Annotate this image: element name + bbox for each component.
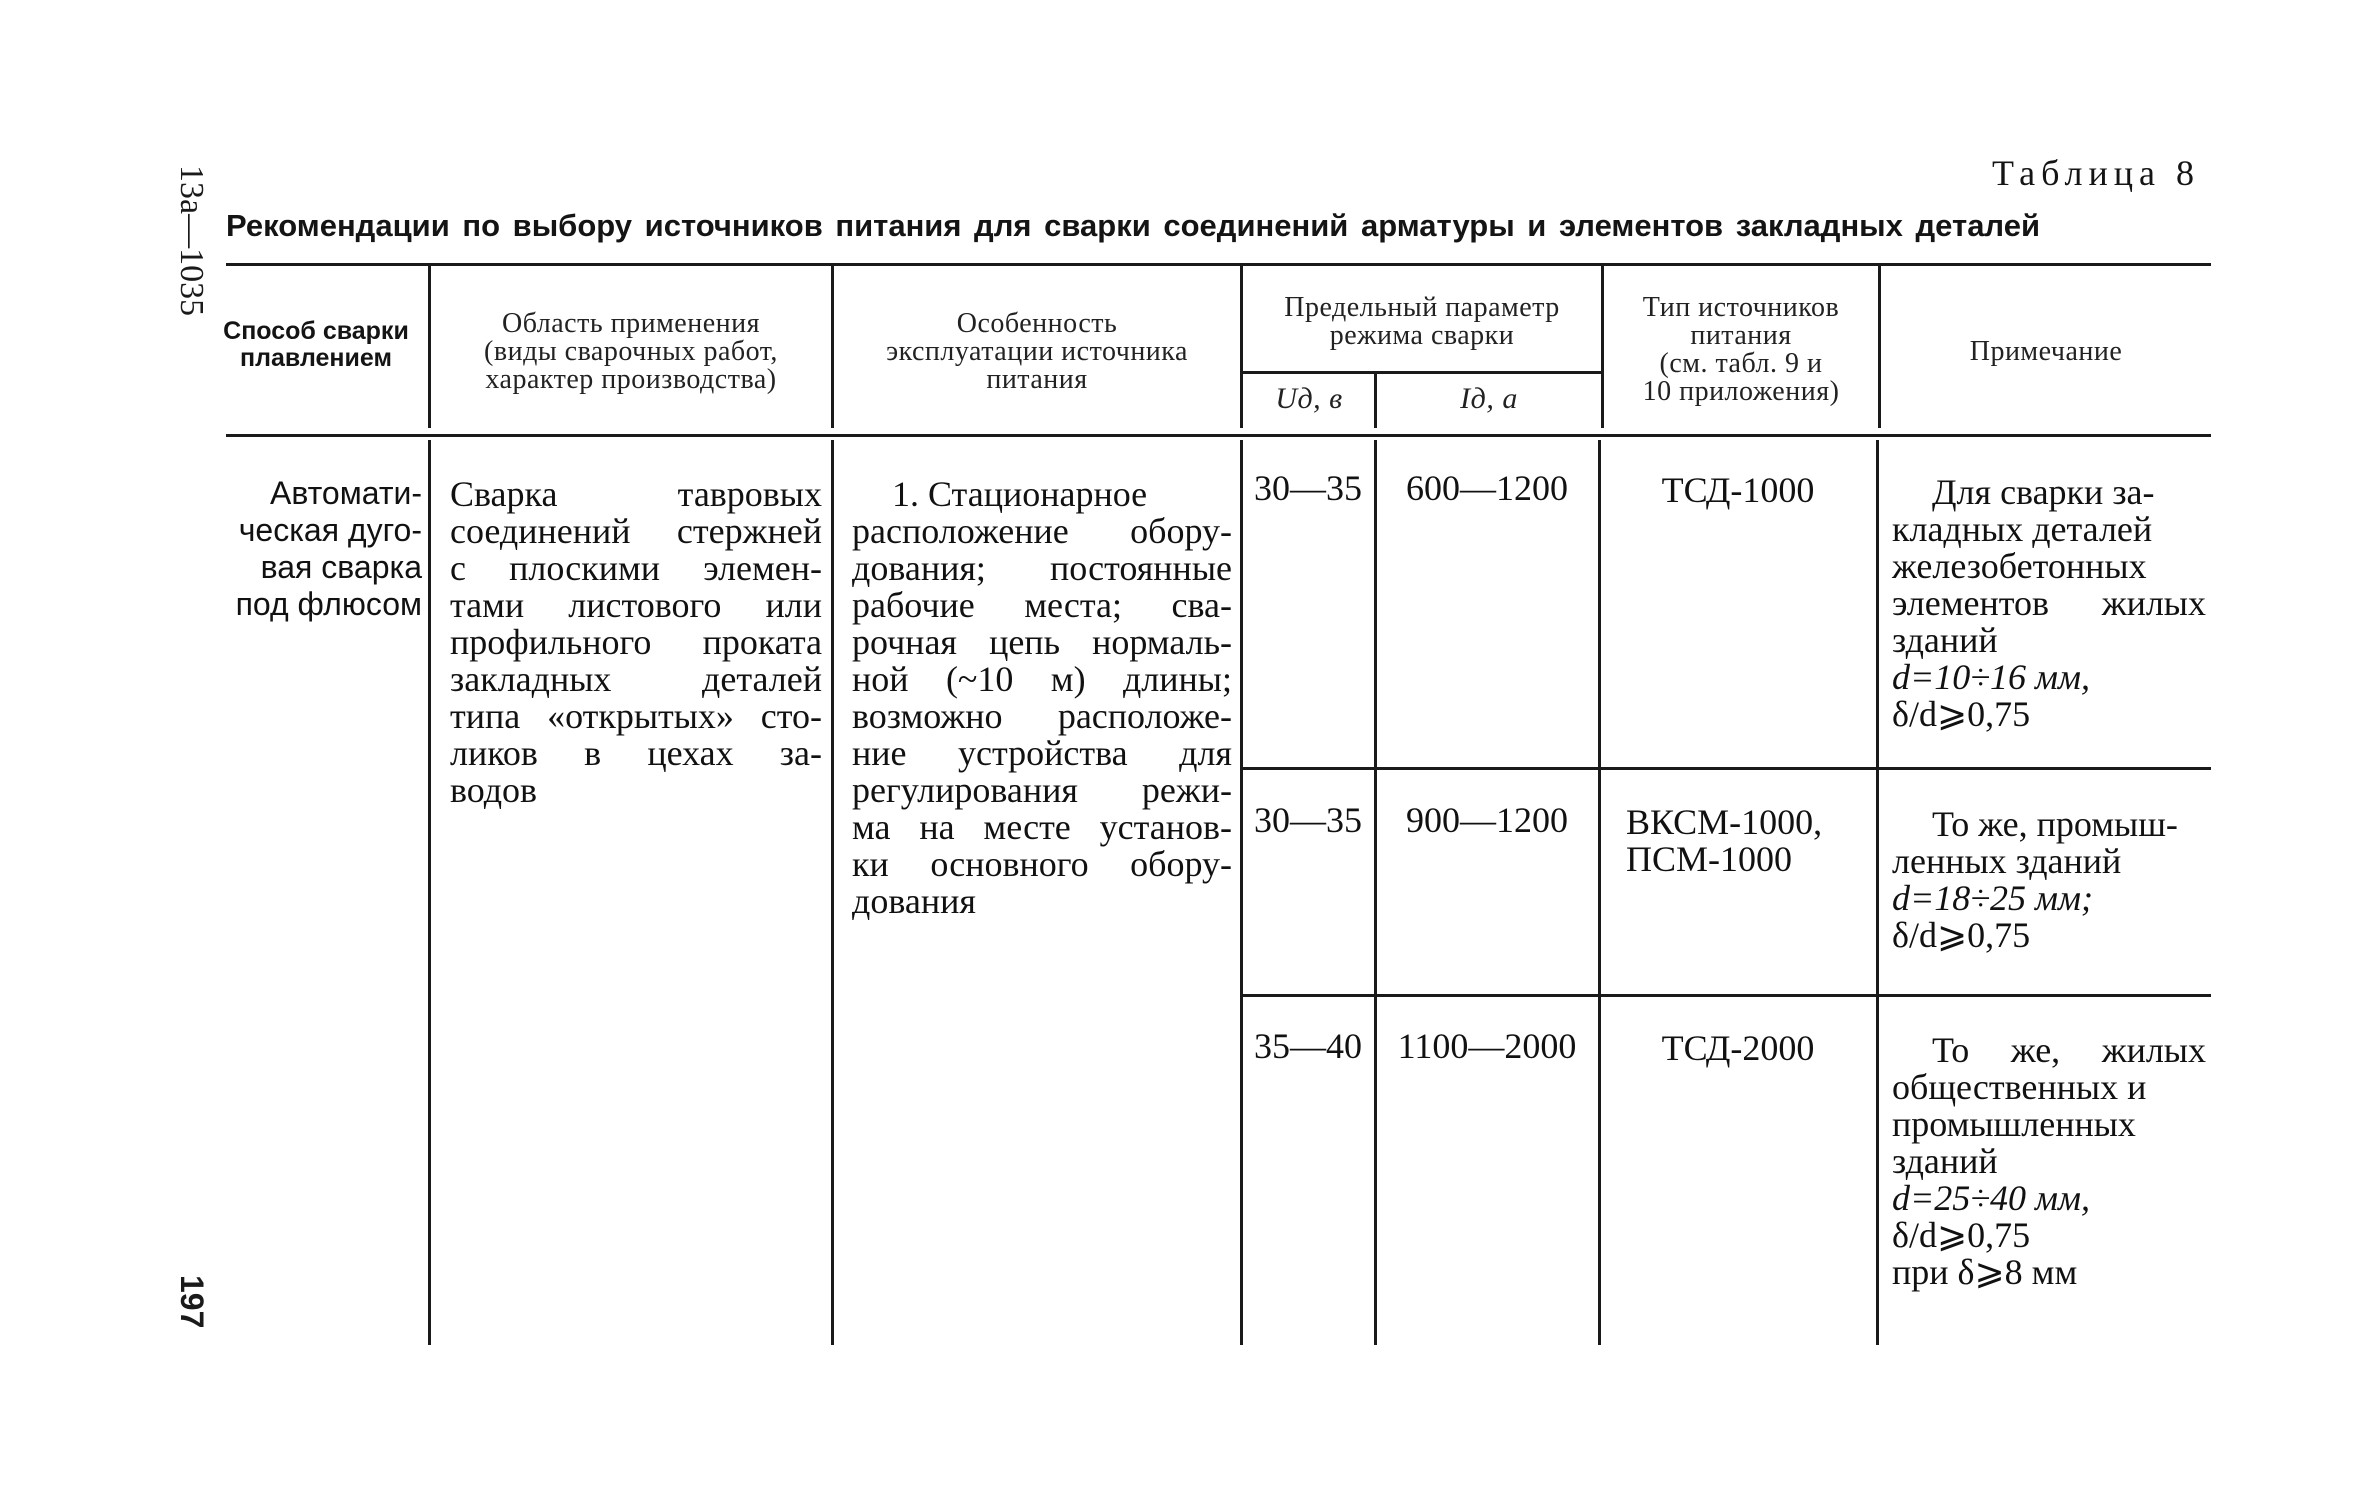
row-3-note [1892,1032,2206,1291]
header-feature-line-2: эксплуатации источника [886,336,1188,367]
header-bottom-rule [226,434,2211,437]
area-line-3: с плоскими элемен- [450,548,822,588]
row-3-note-line-3: промышленных [1892,1104,2136,1144]
feature-line-6: ной (~10 м) длины; [852,659,1232,699]
area-line-4: тами листового или [450,585,822,625]
area-line-2: соединений стержней [450,511,822,551]
header-method-line-2: плавлением [240,344,392,372]
row-3-source-line-1: ТСД-2000 [1661,1028,1815,1068]
row-1-note-line-1: Для сварки за- [1932,472,2155,512]
area-line-1: Сварка тавровых [450,474,822,514]
method-line-2: ческая дуго- [238,512,422,548]
row-3-note-line-5: d=25÷40 мм, [1892,1178,2090,1218]
feature-line-8: ние устройства для [852,733,1232,773]
header-feature-line-3: питания [986,364,1088,395]
row-2-source-line-1: ВКСМ-1000, [1626,802,1823,842]
row-1-source-line-1: ТСД-1000 [1661,470,1815,510]
col-divider-2 [831,440,834,1345]
header-area-line-1: Область применения [502,308,760,339]
col-divider-1-head [428,265,431,428]
row-2-ud: 30—35 [1254,800,1362,840]
area-line-8: ликов в цехах за- [450,733,822,773]
row-1-note-line-3: железобетонных [1892,546,2147,586]
row-1-id: 600—1200 [1406,468,1568,508]
header-id: Iд, а [1460,382,1518,415]
page-number: 197 [174,1275,210,1329]
cell-area [450,476,822,809]
feature-line-5: рочная цепь нормаль- [852,622,1232,662]
row-1-note-line-6: d=10÷16 мм, [1892,657,2090,697]
header-area-line-3: характер производства) [485,364,777,395]
row-1-note-line-2: кладных деталей [1892,509,2153,549]
feature-line-4: рабочие места; сва- [852,585,1232,625]
row-1-note-line-4: элементов жилых [1892,583,2206,623]
row-1-note-line-5: зданий [1892,620,1998,660]
area-line-6: закладных деталей [450,659,822,699]
header-source-type [1606,294,1876,406]
feature-line-3: дования; постоянные [852,548,1232,588]
row-2-note-line-2: ленных зданий [1892,841,2122,881]
header-note: Примечание [1969,336,2123,367]
area-line-5: профильного проката [450,622,822,662]
feature-line-11: ки основного обору- [852,844,1232,884]
cell-feature [852,476,1232,920]
row-1-note [1892,474,2206,733]
method-line-3: вая сварка [260,549,422,585]
col-divider-1 [428,440,431,1345]
row-2-source-line-2: ПСМ-1000 [1626,839,1793,879]
row-2-source [1626,804,1876,878]
row-3-note-line-6: δ/d⩾0,75 [1892,1215,2031,1255]
row-2-note-line-4: δ/d⩾0,75 [1892,915,2031,955]
header-method [206,318,426,372]
header-method-line-1: Способ сварки [223,317,409,345]
col-divider-5 [1598,440,1601,1345]
header-area-line-2: (виды сварочных работ, [484,336,778,367]
header-limit-line-1: Предельный параметр [1284,292,1560,323]
row-3-note-line-2: общественных и [1892,1067,2147,1107]
row-2-note-line-1: То же, промыш- [1932,804,2178,844]
feature-line-7: возможно расположе- [852,696,1232,736]
row-1-source [1602,472,1874,509]
table-label: Таблица 8 [1992,153,2200,193]
header-limit [1245,294,1599,350]
cell-method [226,475,422,623]
header-source-line-3: (см. табл. 9 и [1659,348,1823,379]
row-divider-2 [1242,994,2211,997]
feature-line-10: ма на месте установ- [852,807,1232,847]
header-feature [836,310,1238,394]
area-line-7: типа «открытых» сто- [450,696,822,736]
method-line-1: Автомати- [269,475,422,511]
method-line-4: под флюсом [235,586,422,622]
header-feature-line-1: Особенность [956,308,1118,339]
limit-sub-rule [1242,371,1602,374]
row-2-note [1892,806,2206,954]
col-divider-3-head [1240,265,1243,428]
header-source-line-1: Тип источников [1642,292,1840,323]
feature-line-2: расположение обору- [852,511,1232,551]
col-divider-4-head [1374,373,1377,428]
row-1-note-line-7: δ/d⩾0,75 [1892,694,2031,734]
header-source-line-4: 10 приложения) [1642,376,1840,407]
row-divider-1 [1242,767,2211,770]
row-1-ud: 30—35 [1254,468,1362,508]
col-divider-4 [1374,440,1377,1345]
doc-code: 13а—1035 [173,165,210,317]
col-divider-2-head [831,265,834,428]
feature-line-9: регулирования режи- [852,770,1232,810]
row-2-note-line-3: d=18÷25 мм; [1892,878,2093,918]
feature-line-12: дования [852,881,976,921]
top-rule [226,263,2211,266]
table-title: Рекомендации по выбору источников питания для сварки соединений арматуры и элементов закладных деталей [226,208,2041,243]
row-3-id: 1100—2000 [1397,1026,1577,1066]
row-3-source [1602,1030,1874,1067]
header-ud: Uд, в [1275,382,1343,415]
area-line-9: водов [450,770,538,810]
row-3-note-line-4: зданий [1892,1141,1998,1181]
col-divider-5-head [1601,265,1604,428]
feature-line-1: 1. Стационарное [892,474,1148,514]
row-3-ud: 35—40 [1254,1026,1362,1066]
col-divider-6-head [1878,265,1881,428]
row-3-note-line-1: То же, жилых [1932,1030,2206,1070]
header-source-line-2: питания [1690,320,1792,351]
row-3-note-line-7: при δ⩾8 мм [1892,1252,2078,1292]
col-divider-3 [1240,440,1243,1345]
header-area [433,310,829,394]
row-2-id: 900—1200 [1406,800,1568,840]
col-divider-6 [1876,440,1879,1345]
header-limit-line-2: режима сварки [1329,320,1515,351]
